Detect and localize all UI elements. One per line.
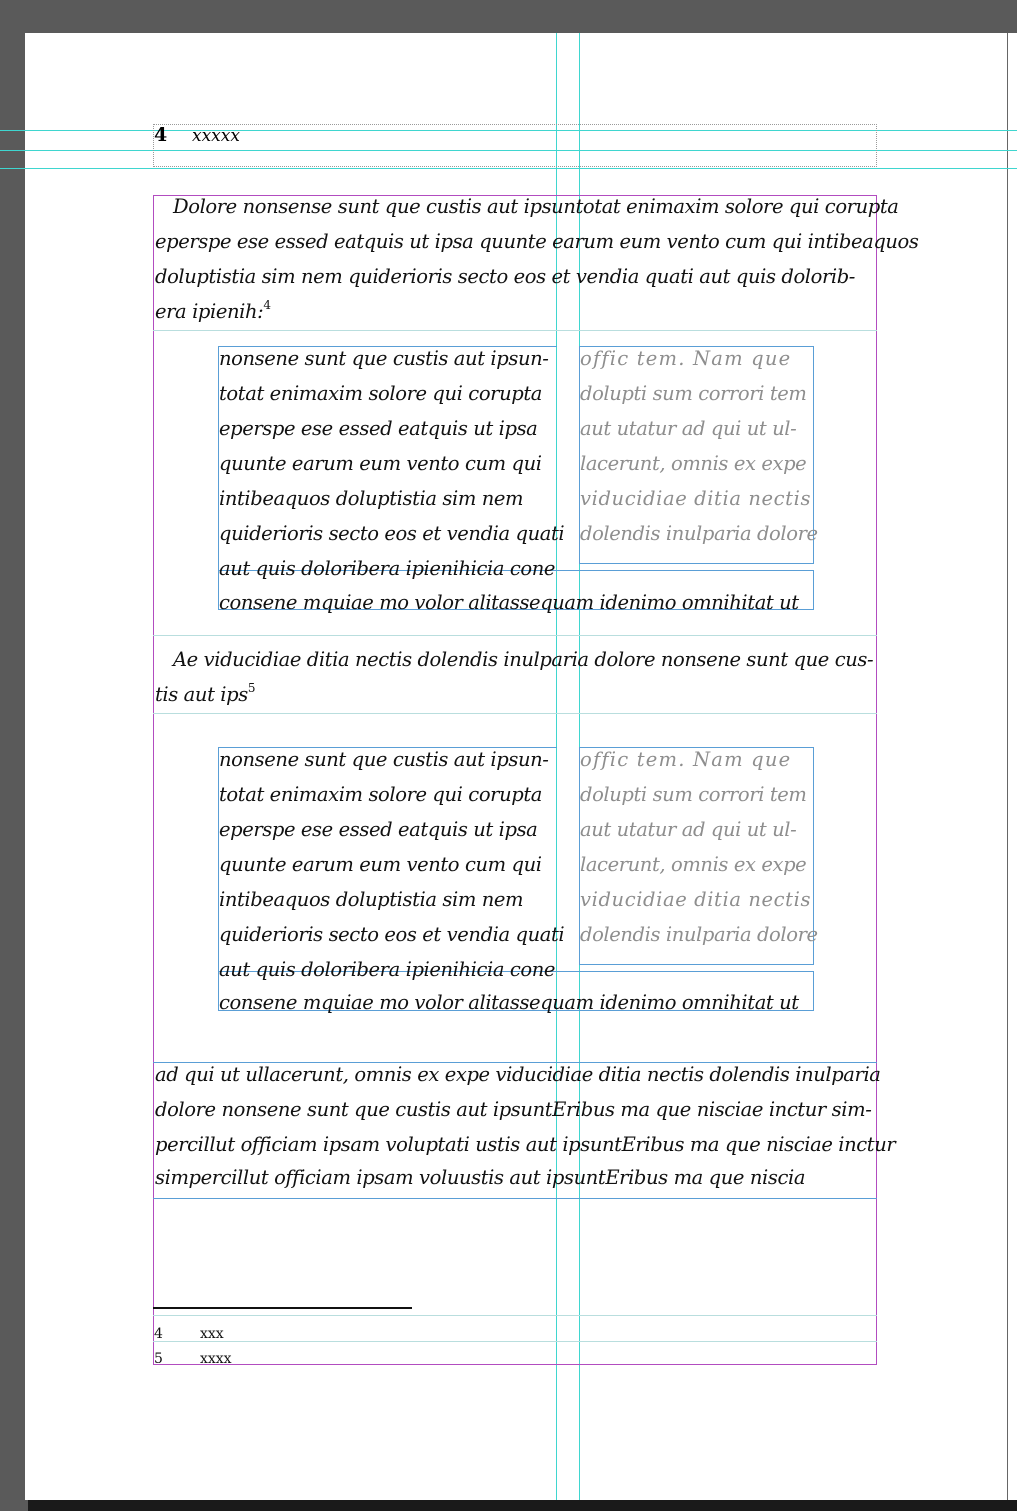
box-right-line: aut utatur ad qui ut ul- [580,417,797,440]
box-right-line: dolendis inulparia dolore [580,522,818,545]
body-line-text: tis aut ips [155,683,248,706]
box-left-line: eperspe ese essed eatquis ut ipsa [219,417,538,440]
box-right-line: offic tem. Nam que [580,748,792,771]
body-line: percillut officiam ipsam voluptati ustis aut ipsuntEribus ma que nisciae inctur [155,1133,896,1156]
box-left-line: intibeaquos doluptistia sim nem [219,888,524,911]
box-left-line: quunte earum eum vento cum qui [219,452,542,475]
box-left-line: aut quis doloribera ipienihicia cone [219,557,556,580]
paragraph-separator [153,713,877,714]
footnote-rule [153,1307,412,1309]
box-right-line: offic tem. Nam que [580,347,792,370]
running-title: xxxxx [192,126,240,146]
box-left-line: nonsene sunt que custis aut ipsun- [219,748,549,771]
body-line: Dolore nonsense sunt que custis aut ipsuntotat enimaxim solore qui corupta [173,195,899,218]
box-right-line: viducidiae ditia nectis [580,888,812,911]
body-line-last [155,683,255,706]
paragraph-separator [153,1315,877,1316]
page-number: 4 [154,124,168,146]
footnote-number: 4 [154,1326,163,1342]
paragraph-separator [153,330,877,331]
footnote-text: xxxx [200,1351,232,1367]
box-left-line: aut quis doloribera ipienihicia cone [219,958,556,981]
paragraph-separator [153,635,877,636]
footnote-reference[interactable]: 4 [263,298,271,312]
body-line: simpercillut officiam ipsam voluustis aut ipsuntEribus ma que niscia [155,1166,806,1189]
box-left-line: nonsene sunt que custis aut ipsun- [219,347,549,370]
page-bottom-shadow [28,1500,1017,1511]
box-left-line: intibeaquos doluptistia sim nem [219,487,524,510]
box-left-line: eperspe ese essed eatquis ut ipsa [219,818,538,841]
footnote-reference[interactable]: 5 [247,681,256,695]
guide-horizontal[interactable] [0,168,1017,169]
page-right-edge [1007,33,1017,1500]
body-line: Ae viducidiae ditia nectis dolendis inulparia dolore nonsene sunt que cus- [173,648,874,671]
box-left-line: quiderioris secto eos et vendia quati [219,923,565,946]
box-right-line: lacerunt, omnis ex expe [580,853,807,876]
body-line-text: era ipienih: [155,300,264,323]
body-line: ad qui ut ullacerunt, omnis ex expe viducidiae ditia nectis dolendis inulparia [155,1063,881,1086]
body-line: dolore nonsene sunt que custis aut ipsuntEribus ma que nisciae inctur sim- [155,1098,872,1121]
footnote-text: xxx [200,1326,224,1342]
box-left-line: quiderioris secto eos et vendia quati [219,522,565,545]
body-line: doluptistia sim nem quiderioris secto eos et vendia quati aut quis dolorib- [155,265,855,288]
box-left-line: totat enimaxim solore qui corupta [219,783,542,806]
box-left-line: quunte earum eum vento cum qui [219,853,542,876]
box-bottom-line: consene mquiae mo volor alitassequam idenimo omnihitat ut [219,591,799,614]
box-right-line: lacerunt, omnis ex expe [580,452,807,475]
paragraph-separator [153,1341,877,1342]
running-header-frame[interactable] [153,124,877,167]
box-bottom-line: consene mquiae mo volor alitassequam idenimo omnihitat ut [219,991,799,1014]
box-right-line: aut utatur ad qui ut ul- [580,818,797,841]
footnote-number: 5 [154,1351,163,1367]
box-right-line: dolupti sum corrori tem [580,382,807,405]
box-right-line: dolendis inulparia dolore [580,923,818,946]
box-right-line: viducidiae ditia nectis [580,487,812,510]
box-right-line: dolupti sum corrori tem [580,783,807,806]
box-left-line: totat enimaxim solore qui corupta [219,382,542,405]
body-line: eperspe ese essed eatquis ut ipsa quunte earum eum vento cum qui intibeaquos [155,230,919,253]
body-line-last [155,300,271,323]
